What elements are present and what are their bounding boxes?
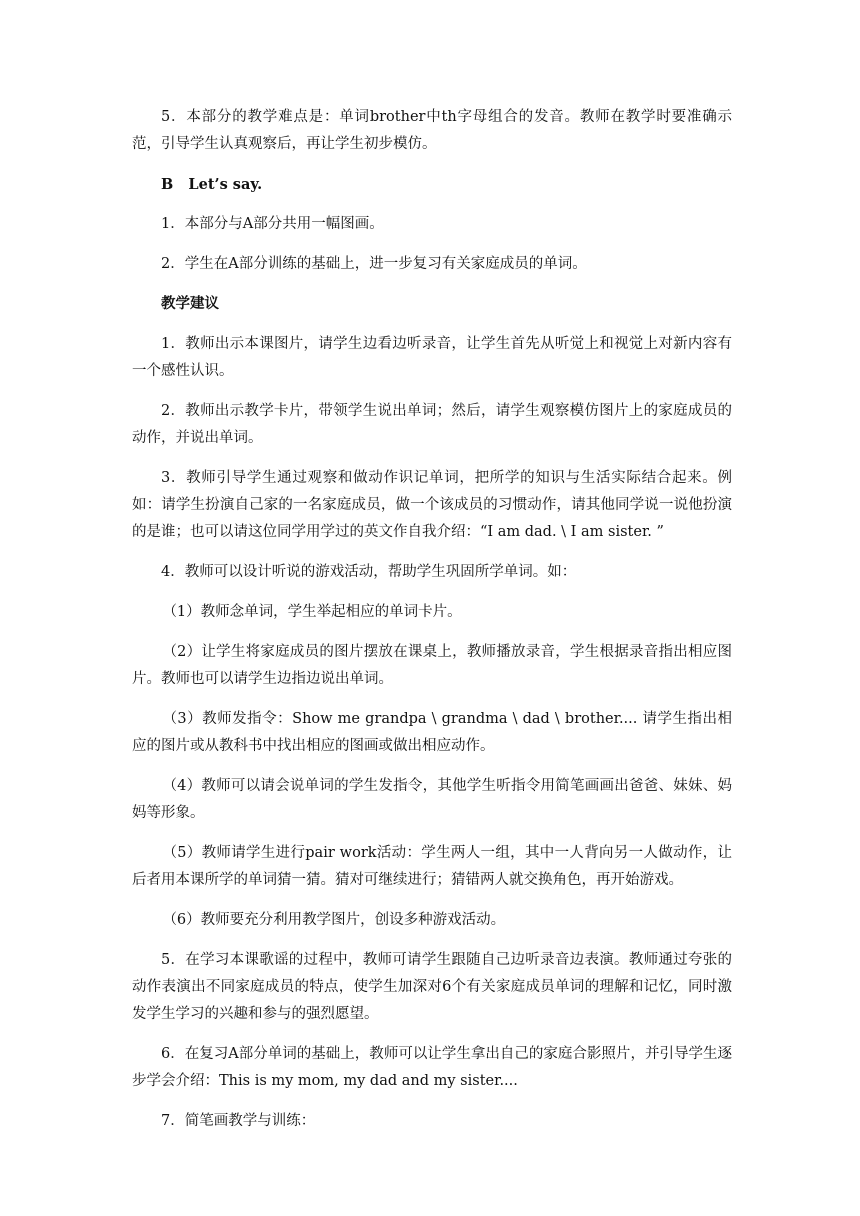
paragraph-suggestion-5: 5．在学习本课歌谣的过程中，教师可请学生跟随自己边听录音边表演。教师通过夸张的动作表演出不同家庭成员的特点，使学生加深对6个有关家庭成员单词的理解和记忆，同时激发学生学习的兴趣和参与的强烈愿望。: [132, 952, 732, 1022]
paragraph-suggestion-2: 2．教师出示教学卡片，带领学生说出单词；然后，请学生观察模仿图片上的家庭成员的动作，并说出单词。: [132, 403, 732, 446]
document-body: [132, 104, 732, 1148]
paragraph-review-words: 2．学生在A部分训练的基础上，进一步复习有关家庭成员的单词。: [161, 256, 587, 272]
section-heading-b: B Let’s say.: [161, 176, 263, 193]
paragraph-suggestion-6: 6．在复习A部分单词的基础上，教师可以让学生拿出自己的家庭合影照片，并引导学生逐步学会介绍：This is my mom, my dad and my sister....: [132, 1046, 732, 1089]
paragraph-suggestion-3: 3．教师引导学生通过观察和做动作识记单词，把所学的知识与生活实际结合起来。例如：请学生扮演自己家的一名家庭成员，做一个该成员的习惯动作，请其他同学说一说他扮演的是谁；也可以请这位同学用学过的英文作自我介绍：“I am dad. \ I am sister. ”: [132, 470, 732, 540]
paragraph-activity-6: （6）教师要充分利用教学图片，创设多种游戏活动。: [162, 912, 506, 928]
paragraph-suggestion-4: 4．教师可以设计听说的游戏活动，帮助学生巩固所学单词。如：: [161, 564, 577, 580]
paragraph-activity-4: （4）教师可以请会说单词的学生发指令，其他学生听指令用简笔画画出爸爸、妹妹、妈妈等形象。: [132, 778, 732, 821]
paragraph-activity-1: （1）教师念单词，学生举起相应的单词卡片。: [162, 604, 462, 620]
heading-teaching-suggestions: 教学建议: [161, 296, 219, 312]
paragraph-suggestion-7: 7．简笔画教学与训练：: [161, 1113, 316, 1129]
paragraph-suggestion-1: 1．教师出示本课图片，请学生边看边听录音，让学生首先从听觉上和视觉上对新内容有一个感性认识。: [132, 336, 732, 379]
paragraph-activity-5: （5）教师请学生进行pair work活动：学生两人一组，其中一人背向另一人做动作，让后者用本课所学的单词猜一猜。猜对可继续进行；猜错两人就交换角色，再开始游戏。: [132, 845, 732, 888]
paragraph-difficulty-note: 5．本部分的教学难点是：单词brother中th字母组合的发音。教师在教学时要准确示范，引导学生认真观察后，再让学生初步模仿。: [132, 109, 732, 152]
paragraph-activity-2: （2）让学生将家庭成员的图片摆放在课桌上，教师播放录音，学生根据录音指出相应图片。教师也可以请学生边指边说出单词。: [132, 644, 732, 687]
paragraph-shared-picture: 1．本部分与A部分共用一幅图画。: [161, 216, 384, 232]
paragraph-activity-3: （3）教师发指令：Show me grandpa \ grandma \ dad \ brother.... 请学生指出相应的图片或从教科书中找出相应的图画或做出相应动作。: [132, 711, 732, 754]
